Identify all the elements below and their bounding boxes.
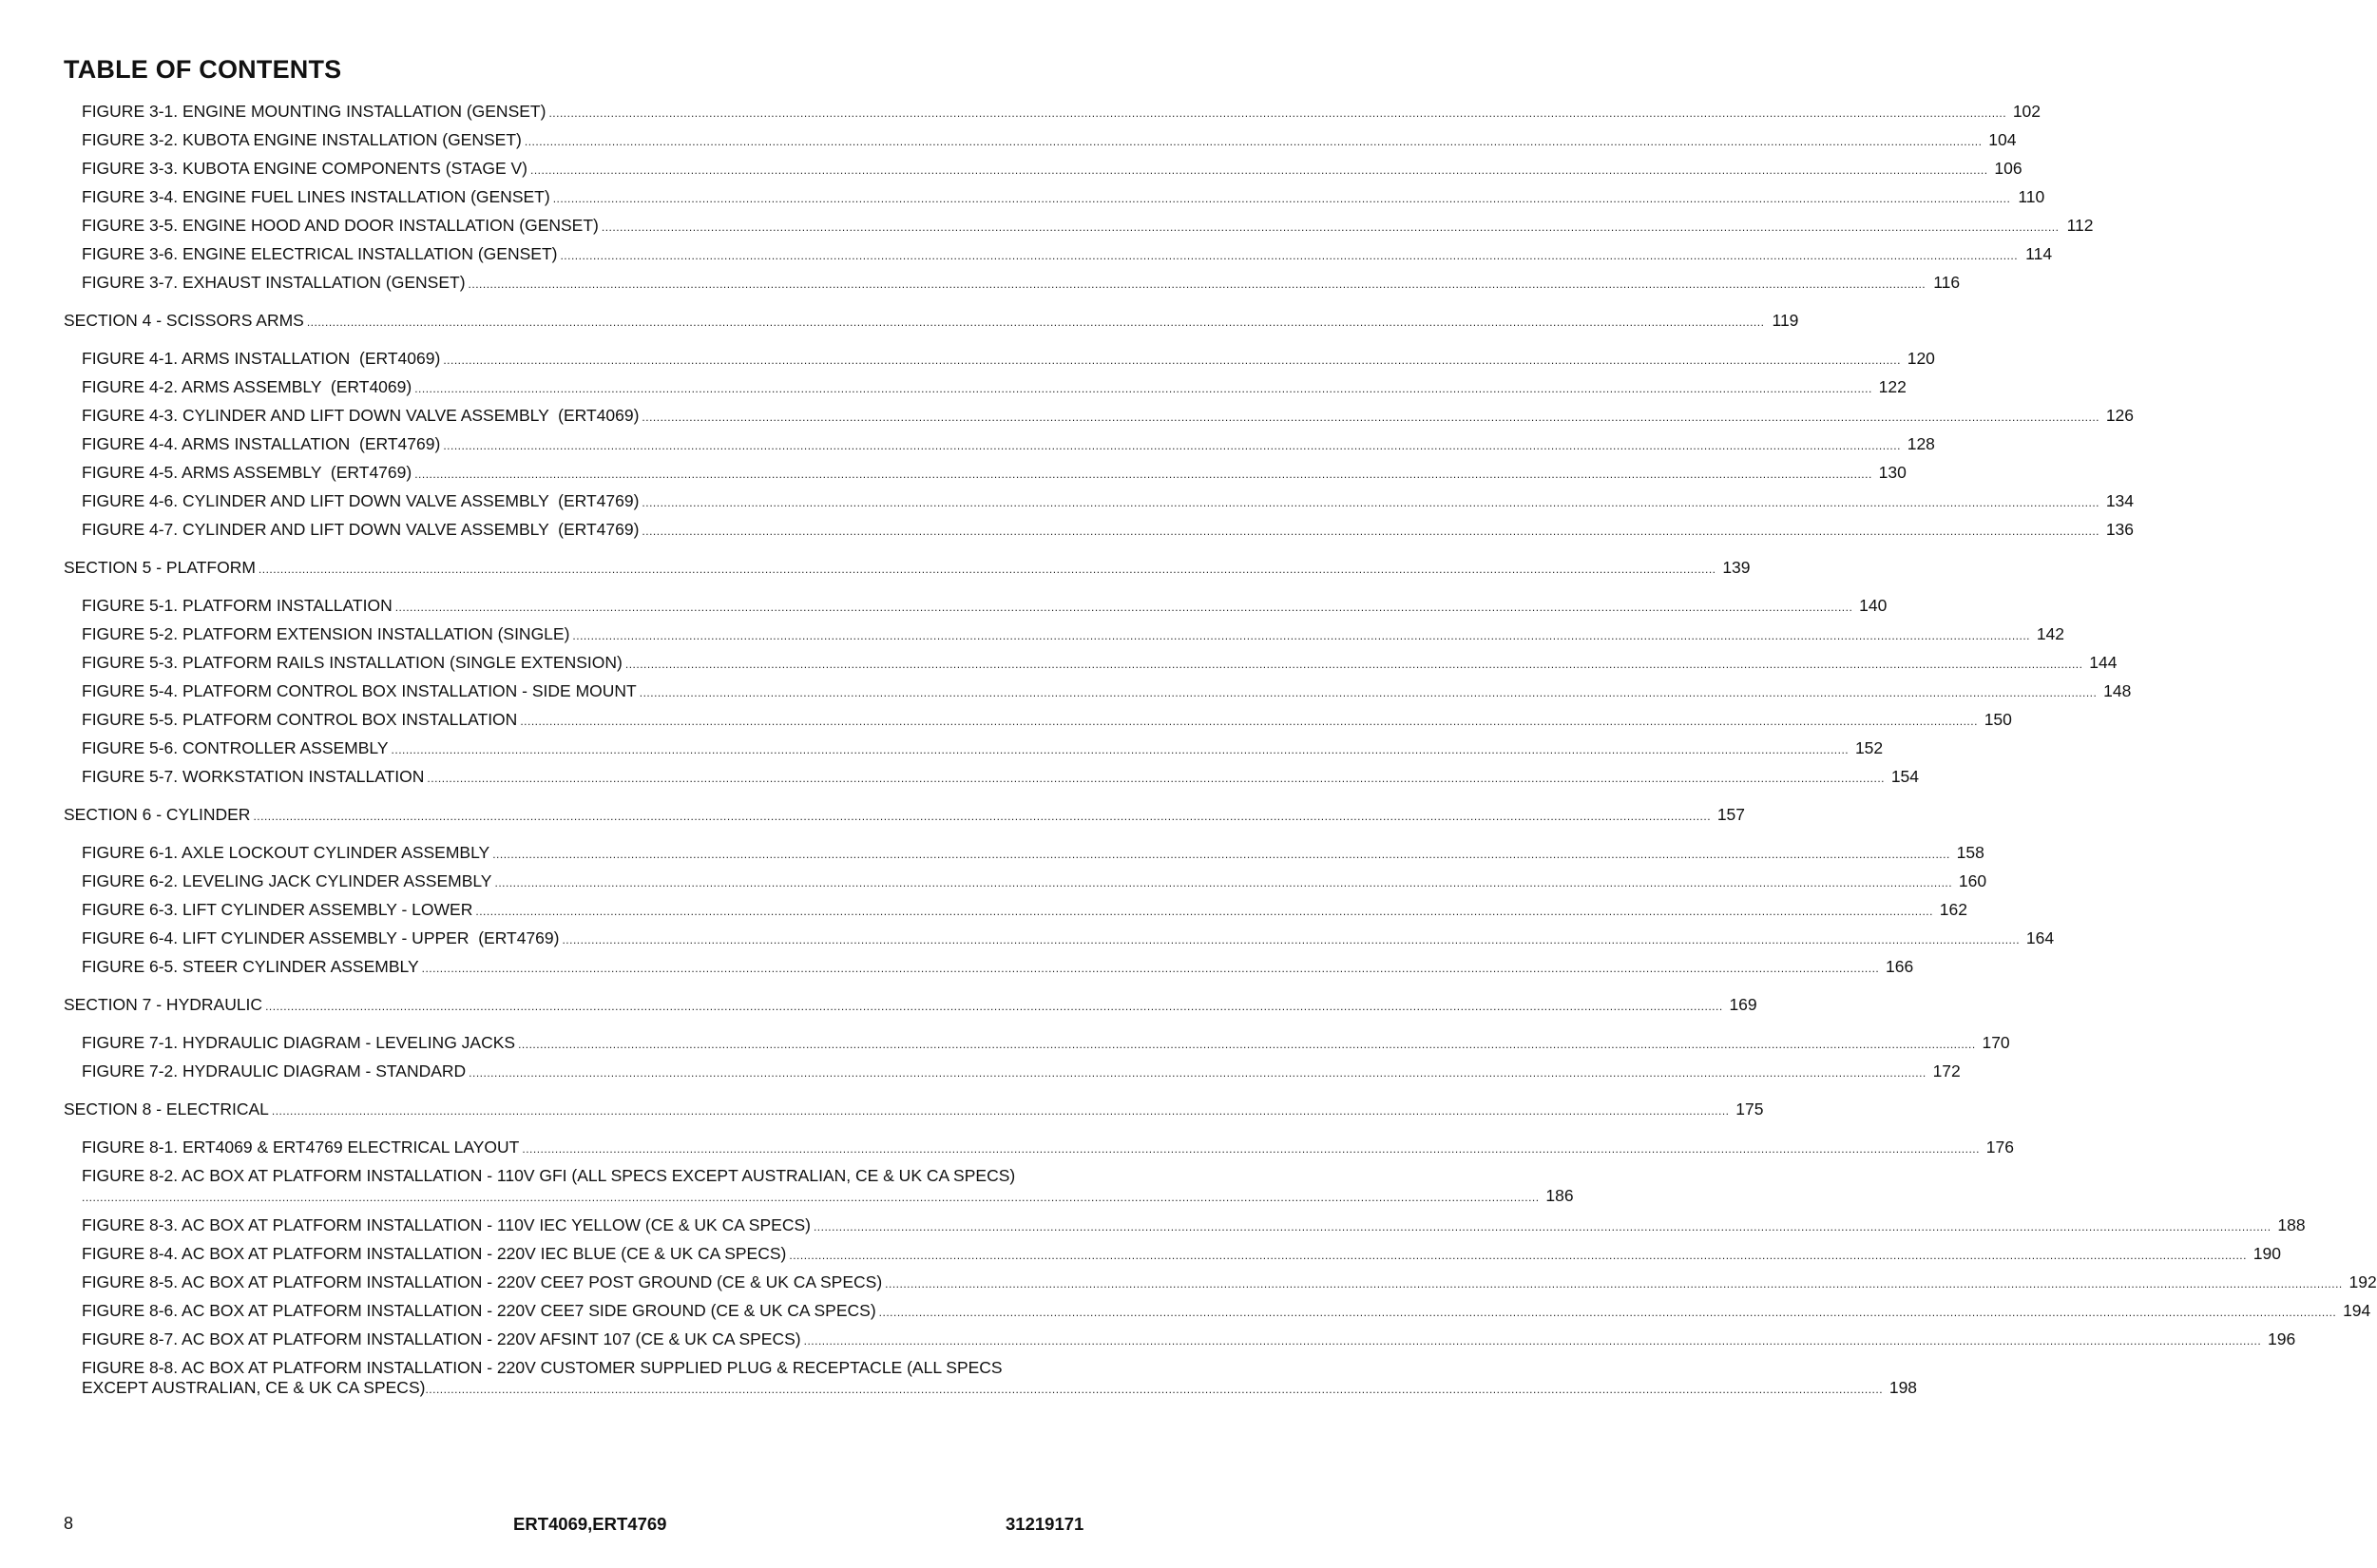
toc-entry-page: 116 xyxy=(1933,273,1961,292)
toc-entry-label: FIGURE 4-7. CYLINDER AND LIFT DOWN VALVE ASSEMBLY (ERT4769) xyxy=(82,520,640,539)
toc-entry-label: FIGURE 8-2. AC BOX AT PLATFORM INSTALLATION - 110V GFI (ALL SPECS EXCEPT AUSTRALIAN, CE & UK CA SPECS) xyxy=(82,1166,1016,1185)
toc-entry-page: 154 xyxy=(1890,767,1920,786)
dot-leader: ................................................................................................................................................................................................................................................................................................................................................................................................................ xyxy=(552,192,2011,205)
dot-leader: ................................................................................................................................................................................................................................................................................................................................................................................................................ xyxy=(813,1220,2272,1233)
toc-section-page: 169 xyxy=(1729,995,1757,1014)
toc-entry-page: 122 xyxy=(1878,377,1907,396)
toc-entry-page: 186 xyxy=(1545,1186,1574,1205)
toc-entry-label: FIGURE 5-3. PLATFORM RAILS INSTALLATION (SINGLE EXTENSION) xyxy=(82,653,623,672)
toc-entry[interactable] xyxy=(82,738,1884,758)
toc-entry[interactable] xyxy=(82,463,1907,483)
toc-entry-page: 152 xyxy=(1854,738,1884,757)
toc-entry-label: FIGURE 5-1. PLATFORM INSTALLATION xyxy=(82,596,393,615)
toc-entry[interactable] xyxy=(82,871,1987,891)
toc-entry-label: FIGURE 6-1. AXLE LOCKOUT CYLINDER ASSEMBLY xyxy=(82,843,490,862)
toc-entry-label: FIGURE 3-2. KUBOTA ENGINE INSTALLATION (GENSET) xyxy=(82,130,522,149)
toc-section[interactable] xyxy=(64,805,1746,825)
dot-leader: ................................................................................................................................................................................................................................................................................................................................................................................................................ xyxy=(520,715,1978,728)
toc-entry-page: 150 xyxy=(1984,710,2012,729)
toc-entry[interactable] xyxy=(82,596,1888,616)
toc-entry-label: FIGURE 6-5. STEER CYLINDER ASSEMBLY xyxy=(82,957,419,976)
toc-entry-label: FIGURE 3-4. ENGINE FUEL LINES INSTALLATION (GENSET) xyxy=(82,187,550,206)
dot-leader: ................................................................................................................................................................................................................................................................................................................................................................................................................ xyxy=(391,743,1850,756)
dot-leader: ................................................................................................................................................................................................................................................................................................................................................................................................................ xyxy=(789,1249,2247,1262)
toc-entry-page: 134 xyxy=(2105,491,2135,510)
toc-entry-label: FIGURE 8-3. AC BOX AT PLATFORM INSTALLATION - 110V IEC YELLOW (CE & UK CA SPECS) xyxy=(82,1215,811,1234)
dot-leader: ................................................................................................................................................................................................................................................................................................................................................................................................................ xyxy=(265,1000,1723,1013)
toc-entry-label: FIGURE 6-3. LIFT CYLINDER ASSEMBLY - LOWER xyxy=(82,900,473,919)
dot-leader: ................................................................................................................................................................................................................................................................................................................................................................................................................ xyxy=(425,1383,1884,1396)
toc-entry-label: FIGURE 3-6. ENGINE ELECTRICAL INSTALLATION (GENSET) xyxy=(82,244,558,263)
toc-entry[interactable] xyxy=(82,1033,2010,1053)
toc-entry[interactable] xyxy=(82,843,1984,863)
toc-entry[interactable] xyxy=(82,377,1907,397)
toc-section-label: SECTION 5 - PLATFORM xyxy=(64,558,256,577)
dot-leader: ................................................................................................................................................................................................................................................................................................................................................................................................................ xyxy=(562,933,2021,947)
dot-leader: ................................................................................................................................................................................................................................................................................................................................................................................................................ xyxy=(494,876,1953,889)
toc-entry[interactable] xyxy=(82,624,2065,644)
toc-entry-page: 192 xyxy=(2348,1272,2377,1291)
toc-entry-label: FIGURE 3-1. ENGINE MOUNTING INSTALLATION (GENSET) xyxy=(82,102,546,121)
toc-entry-label: FIGURE 8-7. AC BOX AT PLATFORM INSTALLATION - 220V AFSINT 107 (CE & UK CA SPECS) xyxy=(82,1329,801,1348)
dot-leader: ................................................................................................................................................................................................................................................................................................................................................................................................................ xyxy=(492,848,1950,861)
toc-entry-page: 176 xyxy=(1985,1138,2014,1157)
toc-entry-label: FIGURE 8-1. ERT4069 & ERT4769 ELECTRICAL LAYOUT xyxy=(82,1138,520,1157)
dot-leader: ................................................................................................................................................................................................................................................................................................................................................................................................................ xyxy=(421,962,1880,975)
dot-leader: ................................................................................................................................................................................................................................................................................................................................................................................................................ xyxy=(518,1038,1976,1051)
dot-leader: ................................................................................................................................................................................................................................................................................................................................................................................................................ xyxy=(443,439,1901,452)
dot-leader: ................................................................................................................................................................................................................................................................................................................................................................................................................ xyxy=(530,163,1988,177)
toc-entry-label: FIGURE 5-5. PLATFORM CONTROL BOX INSTALLATION xyxy=(82,710,518,729)
toc-entry[interactable] xyxy=(82,349,1935,369)
toc-entry-page: 136 xyxy=(2105,520,2135,539)
toc-entry[interactable] xyxy=(82,406,2135,426)
toc-entry-label: FIGURE 4-4. ARMS INSTALLATION (ERT4769) xyxy=(82,434,441,453)
dot-leader: ................................................................................................................................................................................................................................................................................................................................................................................................................ xyxy=(258,563,1716,576)
toc-section-label: SECTION 4 - SCISSORS ARMS xyxy=(64,311,304,330)
toc-entry-label: FIGURE 8-4. AC BOX AT PLATFORM INSTALLATION - 220V IEC BLUE (CE & UK CA SPECS) xyxy=(82,1244,787,1263)
toc-entry-page: 196 xyxy=(2268,1329,2296,1348)
toc-entry-page: 188 xyxy=(2277,1215,2306,1234)
toc-entry[interactable] xyxy=(82,244,2053,264)
toc-section[interactable] xyxy=(64,558,1751,578)
dot-leader: ................................................................................................................................................................................................................................................................................................................................................................................................................ xyxy=(82,1191,1540,1204)
toc-section-page: 119 xyxy=(1772,311,1799,330)
toc-entry-label: FIGURE 6-2. LEVELING JACK CYLINDER ASSEMBLY xyxy=(82,871,492,890)
toc-entry-page: 120 xyxy=(1907,349,1935,368)
toc-entry[interactable] xyxy=(82,681,2132,701)
toc-entry-label: FIGURE 3-7. EXHAUST INSTALLATION (GENSET) xyxy=(82,273,466,292)
dot-leader: ................................................................................................................................................................................................................................................................................................................................................................................................................ xyxy=(642,525,2100,538)
toc-entry-label: FIGURE 7-1. HYDRAULIC DIAGRAM - LEVELING JACKS xyxy=(82,1033,516,1052)
toc-section-label: SECTION 6 - CYLINDER xyxy=(64,805,251,824)
dot-leader: ................................................................................................................................................................................................................................................................................................................................................................................................................ xyxy=(469,1066,1927,1080)
toc-entry[interactable] xyxy=(82,957,1914,977)
toc-entry[interactable] xyxy=(82,1301,2371,1321)
toc-entry[interactable] xyxy=(82,273,1961,293)
toc-entry-page: 144 xyxy=(2089,653,2118,672)
toc-entry[interactable] xyxy=(82,130,2017,150)
toc-entry-page: 104 xyxy=(1988,130,2017,149)
toc-entry-page: 106 xyxy=(1994,159,2022,178)
toc-entry-label: FIGURE 5-6. CONTROLLER ASSEMBLY xyxy=(82,738,389,757)
toc-section-page: 139 xyxy=(1722,558,1751,577)
toc-entry-label: FIGURE 4-2. ARMS ASSEMBLY (ERT4069) xyxy=(82,377,412,396)
toc-section-label: SECTION 8 - ELECTRICAL xyxy=(64,1100,269,1119)
toc-entry-label-line2: EXCEPT AUSTRALIAN, CE & UK CA SPECS) xyxy=(82,1378,426,1397)
dot-leader: ................................................................................................................................................................................................................................................................................................................................................................................................................ xyxy=(475,905,1933,918)
toc-entry-label: FIGURE 4-6. CYLINDER AND LIFT DOWN VALVE ASSEMBLY (ERT4769) xyxy=(82,491,640,510)
footer-model: ERT4069,ERT4769 xyxy=(513,1514,667,1534)
toc-entry[interactable] xyxy=(82,1358,1918,1398)
toc-entry[interactable] xyxy=(82,102,2042,122)
toc-entry[interactable] xyxy=(82,520,2135,540)
dot-leader: ................................................................................................................................................................................................................................................................................................................................................................................................................ xyxy=(253,810,1712,823)
toc-entry-page: 158 xyxy=(1956,843,1984,862)
dot-leader: ................................................................................................................................................................................................................................................................................................................................................................................................................ xyxy=(639,686,2098,699)
toc-entry-label: FIGURE 6-4. LIFT CYLINDER ASSEMBLY - UPPER (ERT4769) xyxy=(82,928,560,947)
footer-doc-number: 31219171 xyxy=(1006,1514,1084,1534)
toc-entry[interactable] xyxy=(82,159,2022,179)
toc-entry[interactable] xyxy=(82,1166,1574,1206)
dot-leader: ................................................................................................................................................................................................................................................................................................................................................................................................................ xyxy=(642,496,2100,509)
toc-entry[interactable] xyxy=(82,491,2135,511)
toc-entry-page: 194 xyxy=(2343,1301,2371,1320)
dot-leader: ................................................................................................................................................................................................................................................................................................................................................................................................................ xyxy=(394,601,1853,614)
toc-entry-label: FIGURE 3-5. ENGINE HOOD AND DOOR INSTALLATION (GENSET) xyxy=(82,216,599,235)
toc-entry-page: 128 xyxy=(1907,434,1935,453)
dot-leader: ................................................................................................................................................................................................................................................................................................................................................................................................................ xyxy=(601,220,2060,234)
toc-entry-label: FIGURE 7-2. HYDRAULIC DIAGRAM - STANDARD xyxy=(82,1061,467,1080)
toc-entry[interactable] xyxy=(82,1272,2377,1292)
toc-entry[interactable] xyxy=(82,900,1967,920)
toc-entry-page: 162 xyxy=(1939,900,1967,919)
toc-entry-label: FIGURE 5-7. WORKSTATION INSTALLATION xyxy=(82,767,425,786)
toc-entry-page: 190 xyxy=(2252,1244,2281,1263)
toc-entry-label: FIGURE 5-2. PLATFORM EXTENSION INSTALLATION (SINGLE) xyxy=(82,624,570,643)
dot-leader: ................................................................................................................................................................................................................................................................................................................................................................................................................ xyxy=(443,354,1901,367)
toc-section[interactable] xyxy=(64,995,1757,1015)
toc-section-page: 175 xyxy=(1735,1100,1764,1119)
toc-entry[interactable] xyxy=(82,928,2055,948)
dot-leader: ................................................................................................................................................................................................................................................................................................................................................................................................................ xyxy=(524,135,1983,148)
toc-entry-page: 166 xyxy=(1886,957,1914,976)
toc-entry-label: FIGURE 8-6. AC BOX AT PLATFORM INSTALLATION - 220V CEE7 SIDE GROUND (CE & UK CA SPECS) xyxy=(82,1301,876,1320)
toc-entry-page: 198 xyxy=(1888,1378,1918,1397)
toc-entry-page: 102 xyxy=(2012,102,2042,121)
toc-section-page: 157 xyxy=(1716,805,1746,824)
dot-leader: ................................................................................................................................................................................................................................................................................................................................................................................................................ xyxy=(572,629,2031,642)
toc-entry-page: 110 xyxy=(2018,187,2045,206)
toc-entry[interactable] xyxy=(82,187,2045,207)
toc-entry[interactable] xyxy=(82,1244,2281,1264)
toc-entry-page: 142 xyxy=(2036,624,2065,643)
toc-entry[interactable] xyxy=(82,1329,2296,1349)
dot-leader: ................................................................................................................................................................................................................................................................................................................................................................................................................ xyxy=(271,1104,1730,1118)
toc-entry-label: FIGURE 4-5. ARMS ASSEMBLY (ERT4769) xyxy=(82,463,412,482)
dot-leader: ................................................................................................................................................................................................................................................................................................................................................................................................................ xyxy=(642,411,2100,424)
toc-entry[interactable] xyxy=(82,1215,2306,1235)
toc-entry-page: 130 xyxy=(1878,463,1907,482)
dot-leader: ................................................................................................................................................................................................................................................................................................................................................................................................................ xyxy=(885,1277,2343,1291)
dot-leader: ................................................................................................................................................................................................................................................................................................................................................................................................................ xyxy=(522,1142,1980,1156)
toc-entry[interactable] xyxy=(82,1138,2014,1157)
toc-entry-page: 140 xyxy=(1859,596,1888,615)
dot-leader: ................................................................................................................................................................................................................................................................................................................................................................................................................ xyxy=(878,1306,2337,1319)
toc-entry-label: FIGURE 8-8. AC BOX AT PLATFORM INSTALLATION - 220V CUSTOMER SUPPLIED PLUG & RECEPTACLE (ALL SPECS xyxy=(82,1358,1003,1377)
toc-entry-page: 112 xyxy=(2066,216,2094,235)
dot-leader: ................................................................................................................................................................................................................................................................................................................................................................................................................ xyxy=(624,658,2083,671)
toc-entry-page: 126 xyxy=(2105,406,2135,425)
page-title: TABLE OF CONTENTS xyxy=(64,55,342,84)
toc-section-label: SECTION 7 - HYDRAULIC xyxy=(64,995,263,1014)
toc-entry-label: FIGURE 4-1. ARMS INSTALLATION (ERT4069) xyxy=(82,349,441,368)
toc-entry-label: FIGURE 3-3. KUBOTA ENGINE COMPONENTS (STAGE V) xyxy=(82,159,527,178)
dot-leader: ................................................................................................................................................................................................................................................................................................................................................................................................................ xyxy=(427,772,1886,785)
toc-entry[interactable] xyxy=(82,1061,1961,1081)
toc-entry-page: 160 xyxy=(1958,871,1987,890)
toc-entry[interactable] xyxy=(82,710,2012,730)
dot-leader: ................................................................................................................................................................................................................................................................................................................................................................................................................ xyxy=(560,249,2019,262)
dot-leader: ................................................................................................................................................................................................................................................................................................................................................................................................................ xyxy=(414,382,1872,395)
toc-entry[interactable] xyxy=(82,434,1935,454)
toc-entry[interactable] xyxy=(82,216,2094,236)
toc-entry-page: 170 xyxy=(1982,1033,2010,1052)
footer-page-number: 8 xyxy=(64,1514,74,1533)
toc-entry-page: 172 xyxy=(1932,1061,1961,1080)
toc-entry[interactable] xyxy=(82,653,2118,673)
dot-leader: ................................................................................................................................................................................................................................................................................................................................................................................................................ xyxy=(414,468,1872,481)
toc-section[interactable] xyxy=(64,311,1799,331)
toc-section[interactable] xyxy=(64,1100,1764,1119)
dot-leader: ................................................................................................................................................................................................................................................................................................................................................................................................................ xyxy=(548,106,2007,120)
toc-entry[interactable] xyxy=(82,767,1920,787)
dot-leader: ................................................................................................................................................................................................................................................................................................................................................................................................................ xyxy=(306,316,1765,329)
toc-entry-label: FIGURE 4-3. CYLINDER AND LIFT DOWN VALVE ASSEMBLY (ERT4069) xyxy=(82,406,640,425)
toc-entry-page: 164 xyxy=(2025,928,2055,947)
dot-leader: ................................................................................................................................................................................................................................................................................................................................................................................................................ xyxy=(803,1334,2262,1348)
toc-entry-label: FIGURE 5-4. PLATFORM CONTROL BOX INSTALLATION - SIDE MOUNT xyxy=(82,681,637,700)
toc-entry-page: 114 xyxy=(2025,244,2053,263)
toc-entry-page: 148 xyxy=(2103,681,2132,700)
dot-leader: ................................................................................................................................................................................................................................................................................................................................................................................................................ xyxy=(468,277,1927,291)
toc-entry-label: FIGURE 8-5. AC BOX AT PLATFORM INSTALLATION - 220V CEE7 POST GROUND (CE & UK CA SPECS) xyxy=(82,1272,883,1291)
